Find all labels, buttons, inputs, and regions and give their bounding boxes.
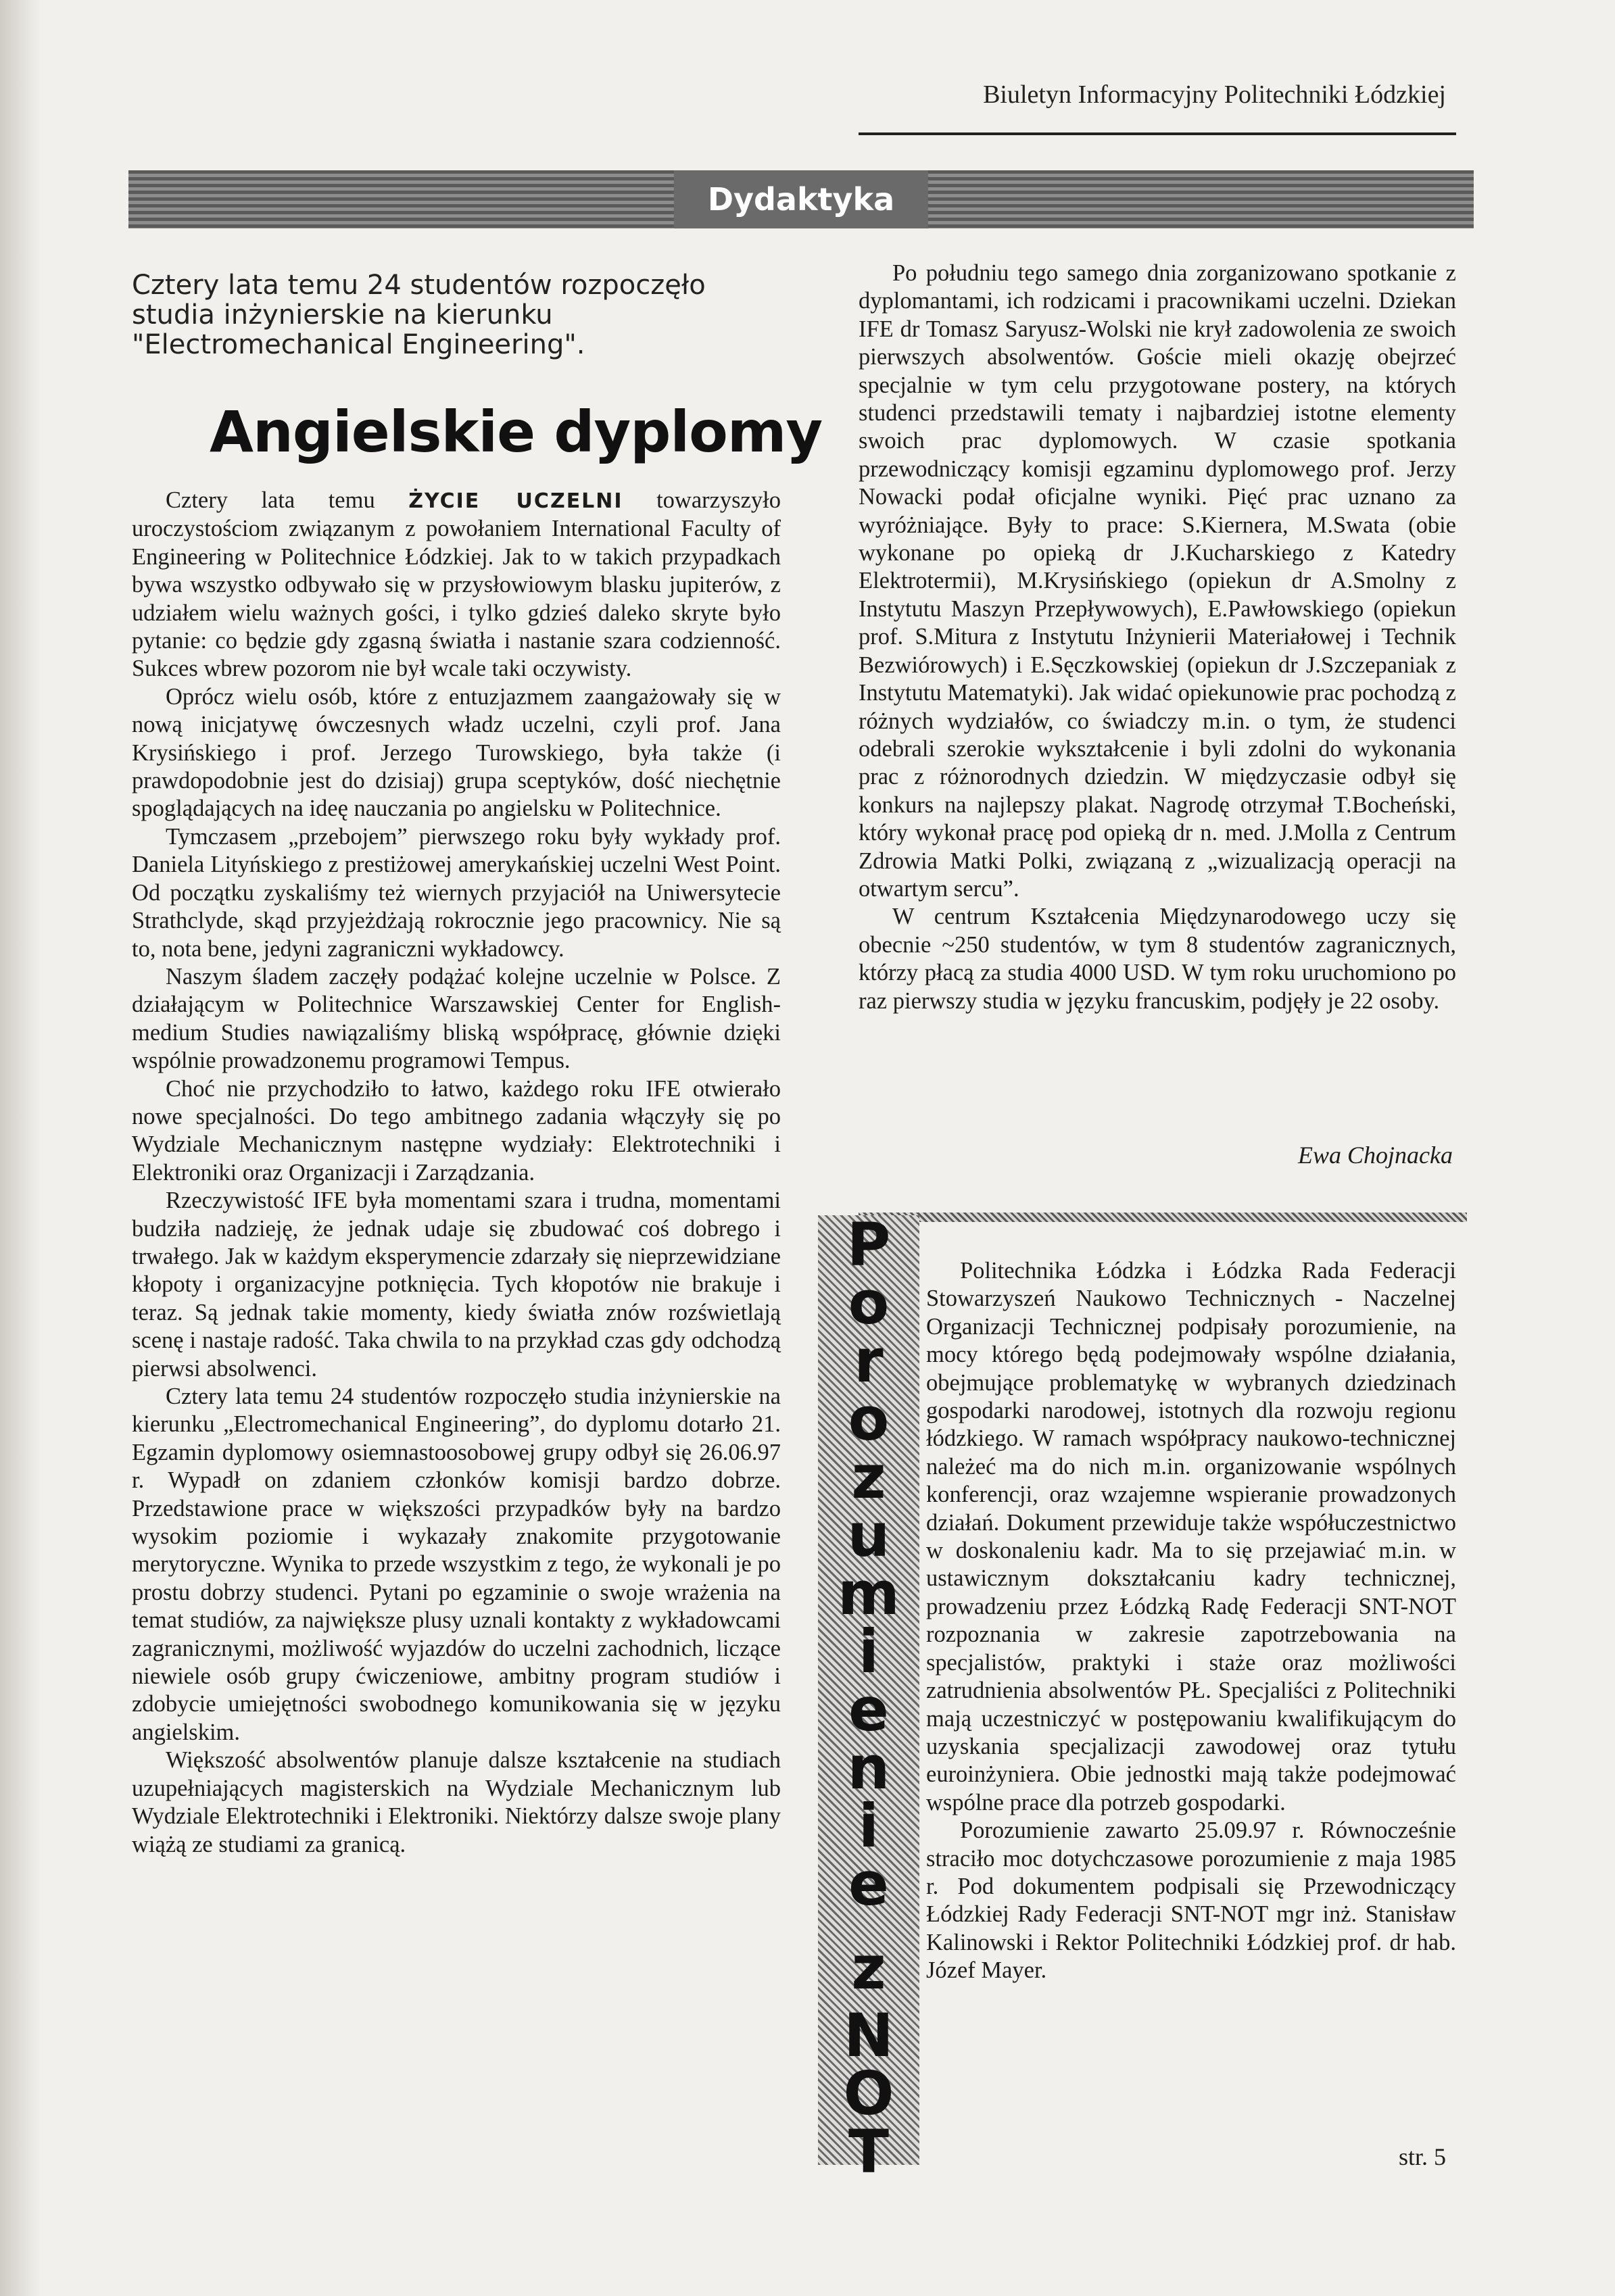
article-paragraph: Większość absolwentów planuje dalsze kształcenie na studiach uzupełniających magisterskich na Wydziale Mechanicznym lub Wydziale Elektrotechniki i Elektroniki. Niektórzy dalsze swoje plany wiążą ze studiami za granicą.: [132, 1747, 781, 1857]
vertical-title-letter: m: [838, 1559, 900, 1628]
vertical-title-letter: P: [846, 1210, 891, 1279]
vertical-title: [818, 1210, 919, 2187]
article-paragraph: Naszym śladem zaczęły podążać kolejne uczelnie w Polsce. Z działającym w Politechnice Warszawskiej Center for English-medium Studies nawiązaliśmy bliską współpracę, głównie dzięki wspólnie prowadzonemu programowi Tempus.: [132, 963, 781, 1074]
article-column-left: [132, 487, 781, 1859]
section-divider: [859, 1213, 1467, 1222]
article-column-right: [859, 260, 1456, 1015]
vertical-title-letter: z: [851, 1442, 886, 1512]
article-paragraph: Porozumienie zawarto 25.09.97 r. Równocześnie straciło moc dotychczasowe porozumienie z maja 1985 r. Pod dokumentem podpisali się Przewodniczący Łódzkiej Rady Federacji SNT-NOT mgr inż. Stanisław Kalinowski i Rektor Politechniki Łódzkiej prof. dr hab. Józef Mayer.: [926, 1817, 1456, 1984]
header-title: Biuletyn Informacyjny Politechniki Łódzkiej: [983, 80, 1446, 109]
vertical-title-letter: r: [854, 1326, 884, 1396]
page-edge-shadow: [0, 0, 41, 2296]
vertical-title-letter: i: [858, 1791, 879, 1861]
section-label: Dydaktyka: [674, 170, 928, 228]
article-paragraph: Choć nie przychodziło to łatwo, każdego roku IFE otwierało nowe specjalności. Do tego ambitnego zadania włączyły się po Wydziale Mechanicznym następne wydziały: Elektrotechniki i Elektroniki oraz Organizacji i Zarządzania.: [132, 1075, 781, 1186]
vertical-title-letter: u: [847, 1500, 890, 1570]
porozumienie-article: [926, 1257, 1456, 1985]
page-number: str. 5: [1398, 2143, 1446, 2170]
header-rule: [859, 132, 1456, 135]
section-banner: [128, 170, 1474, 228]
vertical-title-letter: i: [858, 1617, 879, 1686]
article-author: Ewa Chojnacka: [1298, 1142, 1453, 1169]
article-paragraph: Rzeczywistość IFE była momentami szara i trudna, momentami budziła nadzieję, że jednak udaje się zbudować coś dobrego i trwałego. Jak w każdym eksperymencie zdarzały się nieprzewidziane kłopoty i organizacyjne potknięcia. Tych kłopotów nie brakuje i teraz. Są jednak takie momenty, kiedy światła znów rozświetlają scenę i nastaje radość. Taka chwila to na przykład czas gdy odchodzą pierwsi absolwenci.: [132, 1188, 781, 1382]
vertical-title-letter: N: [844, 2001, 894, 2070]
article-title: Angielskie dyplomy: [210, 399, 823, 465]
paragraph-rest: towarzyszyło uroczystościom związanym z powołaniem International Faculty of Engineering w Politechnice Łódzkiej. Jak to w takich przypadkach bywa wszystko odbywało się w przysłowiowym blasku jupiterów, z udziałem wielu ważnych gości, i tylko gdzieś daleko skryte było pytanie: co będzie gdy zgasną światła i nastanie szara codzienność. Sukces wbrew pozorom nie był wcale taki oczywisty.: [132, 487, 781, 682]
article-paragraph: [132, 487, 781, 683]
vertical-title-letter: z: [851, 1933, 886, 2003]
article-paragraph: Oprócz wielu osób, które z entuzjazmem zaangażowały się w nową inicjatywę ówczesnych władz uczelni, czyli prof. Jana Krysińskiego i prof. Jerzego Turowskiego, była także (i prawdopodobnie jest do dzisiaj) grupa sceptyków, dość niechętnie spoglądających na ideę nauczania po angielsku w Politechnice.: [132, 683, 781, 822]
article-paragraph: W centrum Kształcenia Międzynarodowego uczy się obecnie ~250 studentów, w tym 8 studentów zagranicznych, którzy płacą za studia 4000 USD. W tym roku uruchomiono po raz pierwszy studia w języku francuskim, podjęły je 22 osoby.: [859, 904, 1456, 1014]
vertical-title-letter: O: [843, 2059, 894, 2128]
article-paragraph: Politechnika Łódzka i Łódzka Rada Federacji Stowarzyszeń Naukowo Technicznych - Naczelnej Organizacji Technicznej podpisały porozumienie, na mocy którego będą podejmowały wspólne działania, obejmujące problematykę w wybranych dziedzinach gospodarki narodowej, istotnych dla rozwoju regionu łódzkiego. W ramach współpracy naukowo-technicznej należeć ma do nich m.in. organizowanie wspólnych konferencji, oraz wzajemne wspieranie prowadzonych działań. Dokument przewiduje także współuczestnictwo w doskonaleniu kadr. Ma to się przejawiać m.in. w ustawicznym dokształcaniu kadry technicznej, prowadzeniu przez Łódzką Radę Federacji SNT-NOT rozpoznania w zakresie zapotrzebowania na specjalistów, praktyki i staże oraz możliwości zatrudnienia absolwentów PŁ. Specjaliści z Politechniki mają uczestniczyć w postępowaniu kwalifikującym do uzyskania specjalizacji zawodowej oraz tytułu euroinżyniera. Obie jednostki mają także podejmować wspólne prace dla potrzeb gospodarki.: [926, 1258, 1456, 1815]
paragraph-intro: Cztery lata temu: [166, 487, 375, 513]
vertical-title-letter: o: [848, 1268, 890, 1338]
vertical-title-letter: e: [848, 1675, 889, 1744]
article-paragraph: Cztery lata temu 24 studentów rozpoczęło studia inżynierskie na kierunku „Electromechanical Engineering”, do dyplomu dotarło 21. Egzamin dyplomowy osiemnastoosobowej grupy odbył się 26.06.97 r. Wypadł on zdaniem członków komisji bardzo dobrze. Przedstawione prace w większości przypadków były na bardzo wysokim poziomie i wykazały znakomite przygotowanie merytoryczne. Wynika to przede wszystkim z tego, że wykonali je po prostu dobrzy studenci. Pytani po egzaminie o swoje wrażenia na temat studiów, za największe plusy uznali kontakty z wykładowcami zagranicznymi, możliwość wyjazdów do uczelni zachodnich, liczące niewiele osób grupy ćwiczeniowe, ambitny program studiów i zdobycie umiejętności swobodnego komunikowania się w języku angielskim.: [132, 1384, 781, 1745]
article-lead: Cztery lata temu 24 studentów rozpoczęło studia inżynierskie na kierunku "Electromechanical Engineering".: [132, 270, 706, 360]
zycie-uczelni-logo: ŻYCIE UCZELNI: [408, 489, 623, 513]
article-paragraph: Tymczasem „przebojem” pierwszego roku były wykłady prof. Daniela Lityńskiego z prestiżowej amerykańskiej uczelni West Point. Od początku zyskaliśmy też wiernych przyjaciół na Uniwersytecie Strathclyde, skąd przyjeżdżają rokrocznie jego pracownicy. Nie są to, nota bene, jedyni zagraniczni wykładowcy.: [132, 823, 781, 962]
vertical-title-letter: o: [848, 1384, 890, 1454]
vertical-title-letter: e: [848, 1849, 889, 1919]
vertical-title-letter: n: [847, 1733, 890, 1803]
article-paragraph: Po południu tego samego dnia zorganizowano spotkanie z dyplomantami, ich rodzicami i pracownikami uczelni. Dziekan IFE dr Tomasz Saryusz-Wolski nie krył zadowolenia ze swoich pierwszych absolwentów. Goście mieli okazję obejrzeć specjalnie w tym celu przygotowane postery, na których studenci przedstawili tematy i najbardziej istotne elementy swoich prac dyplomowych. W czasie spotkania przewodniczący komisji egzaminu dyplomowego prof. Jerzy Nowacki podał oficjalne wyniki. Pięć prac uznano za wyróżniające. Były to prace: S.Kiernera, M.Swata (obie wykonane po opieką dr J.Kucharskiego z Katedry Elektrotermii), M.Krysińskiego (opiekun dr A.Smolny z Instytutu Maszyn Przepływowych), E.Pawłowskiego (opiekun prof. S.Mitura z Instytutu Inżynierii Materiałowej i Technik Bezwiórowych) i E.Sęczkowskiej (opiekun dr J.Szczepaniak z Instytutu Matematyki). Jak widać opiekunowie prac pochodzą z różnych wydziałów, co świadczy m.in. o tym, że studenci odebrali szerokie wykształcenie i byli zdolni do wykonania prac z różnorodnych dziedzin. W międzyczasie odbył się konkurs na najlepszy plakat. Nagrodę otrzymał T.Bocheński, który wykonał pracę pod opieką dr n. med. J.Molla z Centrum Zdrowia Matki Polki, związaną z „wizualizacją operacji na otwartym sercu”.: [859, 260, 1456, 902]
vertical-title-letter: T: [848, 2117, 890, 2187]
